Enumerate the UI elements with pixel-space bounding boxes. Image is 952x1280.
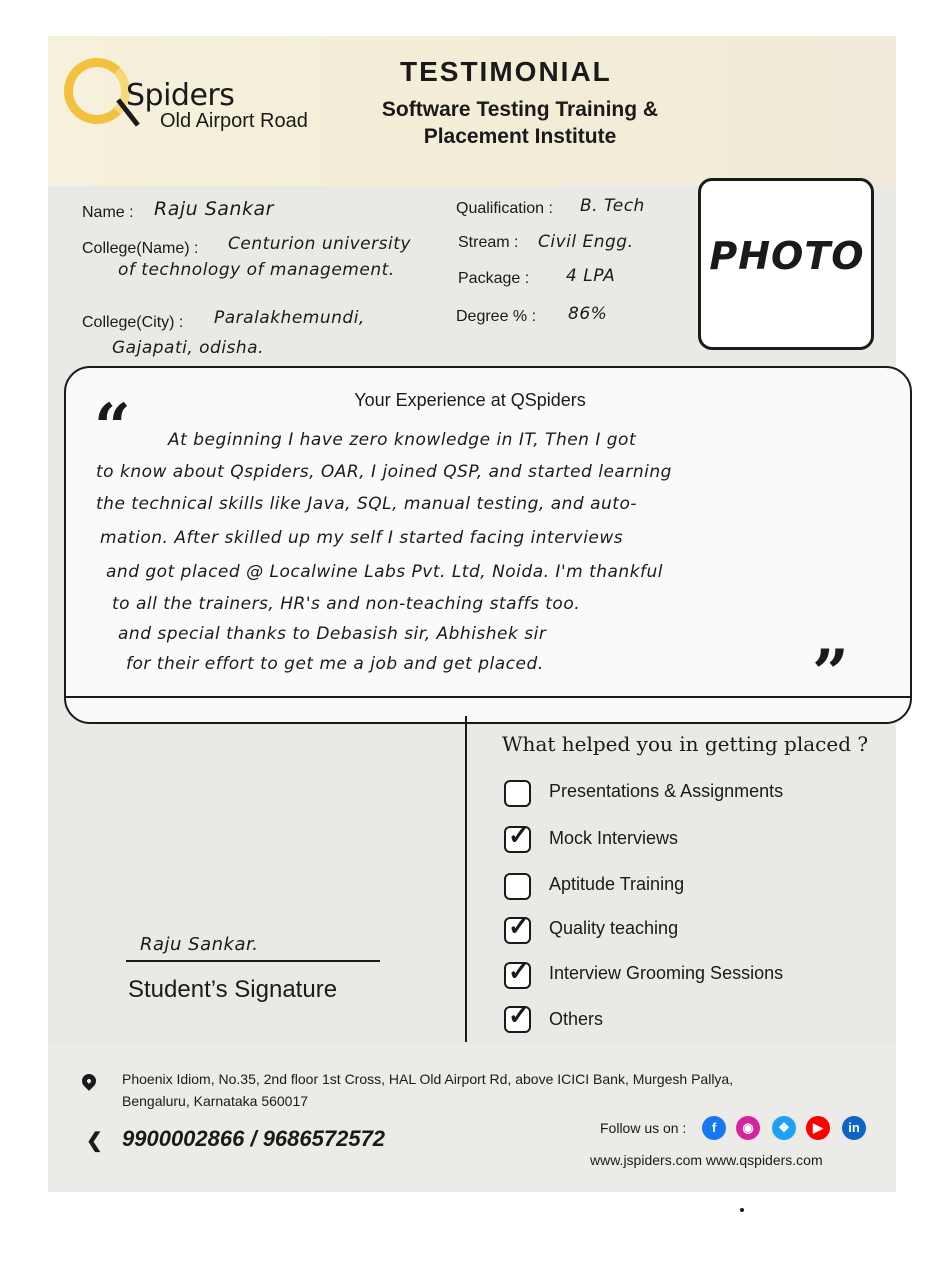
photo-label: PHOTO	[709, 234, 865, 278]
website-links[interactable]: www.jspiders.com www.qspiders.com	[590, 1152, 823, 1168]
address	[122, 1068, 802, 1112]
option-label: Quality teaching	[549, 918, 679, 938]
checkmark-icon: ✓	[508, 956, 530, 986]
name-label: Name :	[82, 204, 134, 221]
checkbox-others[interactable]	[504, 1000, 531, 1033]
signature-handwritten: Raju Sankar.	[140, 934, 259, 955]
college-name-line-1: Centurion university	[228, 234, 411, 254]
signature-label: Student’s Signature	[128, 976, 338, 1003]
phone-icon: ❮	[86, 1130, 103, 1152]
experience-line: to all the trainers, HR's and non-teaching staffs too.	[112, 594, 581, 614]
checkmark-icon: ✓	[508, 1000, 530, 1030]
experience-line: At beginning I have zero knowledge in IT, Then I got	[168, 430, 637, 450]
section-divider	[465, 716, 467, 1042]
experience-line: the technical skills like Java, SQL, manual testing, and auto-	[96, 494, 637, 514]
logo-text: Spiders	[126, 78, 235, 113]
address-line-1: Phoenix Idiom, No.35, 2nd floor 1st Cross, HAL Old Airport Rd, above ICICI Bank, Murgesh Pallya,	[122, 1071, 734, 1087]
checkmark-icon: ✓	[508, 820, 530, 850]
checkbox-presentations[interactable]	[504, 780, 531, 807]
logo-location: Old Airport Road	[160, 110, 308, 132]
experience-line: mation. After skilled up my self I started facing interviews	[100, 528, 624, 548]
experience-line: for their effort to get me a job and get placed.	[126, 654, 544, 674]
option-label: Mock Interviews	[549, 828, 679, 848]
college-name-line-2: of technology of management.	[118, 260, 395, 280]
footer	[48, 1044, 896, 1192]
college-city-label: College(City) :	[82, 314, 184, 331]
page-title: TESTIMONIAL	[400, 56, 612, 87]
option-label: Interview Grooming Sessions	[549, 963, 784, 983]
twitter-icon[interactable]: ❖	[772, 1116, 796, 1140]
close-quote-icon: ”	[812, 636, 849, 711]
address-line-2: Bengaluru, Karnataka 560017	[122, 1093, 309, 1109]
college-city-line-1: Paralakhemundi,	[214, 308, 365, 328]
checkbox-mock-interviews[interactable]	[504, 820, 531, 853]
subtitle-line-1: Software Testing Training &	[381, 98, 659, 121]
linkedin-icon[interactable]: in	[842, 1116, 866, 1140]
stream-label: Stream :	[458, 234, 519, 251]
ink-dot	[740, 1208, 744, 1212]
package-value: 4 LPA	[566, 266, 616, 286]
college-city-line-2: Gajapati, odisha.	[112, 338, 265, 358]
open-quote-icon: “	[94, 390, 131, 465]
instagram-icon[interactable]: ◉	[736, 1116, 760, 1140]
experience-line: to know about Qspiders, OAR, I joined QSP, and started learning	[96, 462, 672, 482]
option-label: Others	[549, 1009, 604, 1029]
youtube-icon[interactable]: ▶	[806, 1116, 830, 1140]
subtitle-line-2: Placement Institute	[423, 125, 617, 148]
checkmark-icon: ✓	[508, 911, 530, 941]
checkbox-aptitude[interactable]	[504, 873, 531, 900]
experience-line: and special thanks to Debasish sir, Abhishek sir	[118, 624, 547, 644]
option-label: Aptitude Training	[549, 874, 685, 894]
page-subtitle	[364, 96, 676, 150]
qspiders-logo-icon	[64, 58, 130, 124]
degree-value: 86%	[568, 304, 608, 324]
experience-divider	[64, 696, 910, 698]
stream-value: Civil Engg.	[538, 232, 634, 252]
package-label: Package :	[458, 270, 530, 287]
checkbox-quality-teaching[interactable]	[504, 911, 531, 944]
option-label: Presentations & Assignments	[549, 781, 784, 801]
college-name-label: College(Name) :	[82, 240, 199, 257]
degree-label: Degree % :	[456, 308, 537, 325]
follow-label: Follow us on :	[600, 1120, 687, 1136]
checkbox-interview-grooming[interactable]	[504, 956, 531, 989]
signature-line	[126, 960, 380, 962]
qualification-value: B. Tech	[580, 196, 645, 216]
facebook-icon[interactable]: f	[702, 1116, 726, 1140]
helped-title: What helped you in getting placed ?	[502, 732, 869, 756]
experience-line: and got placed @ Localwine Labs Pvt. Ltd, Noida. I'm thankful	[106, 562, 664, 582]
phone-numbers: 9900002866 / 9686572572	[122, 1126, 386, 1151]
name-value: Raju Sankar	[154, 198, 274, 220]
qualification-label: Qualification :	[456, 200, 553, 217]
experience-title: Your Experience at QSpiders	[354, 390, 586, 410]
